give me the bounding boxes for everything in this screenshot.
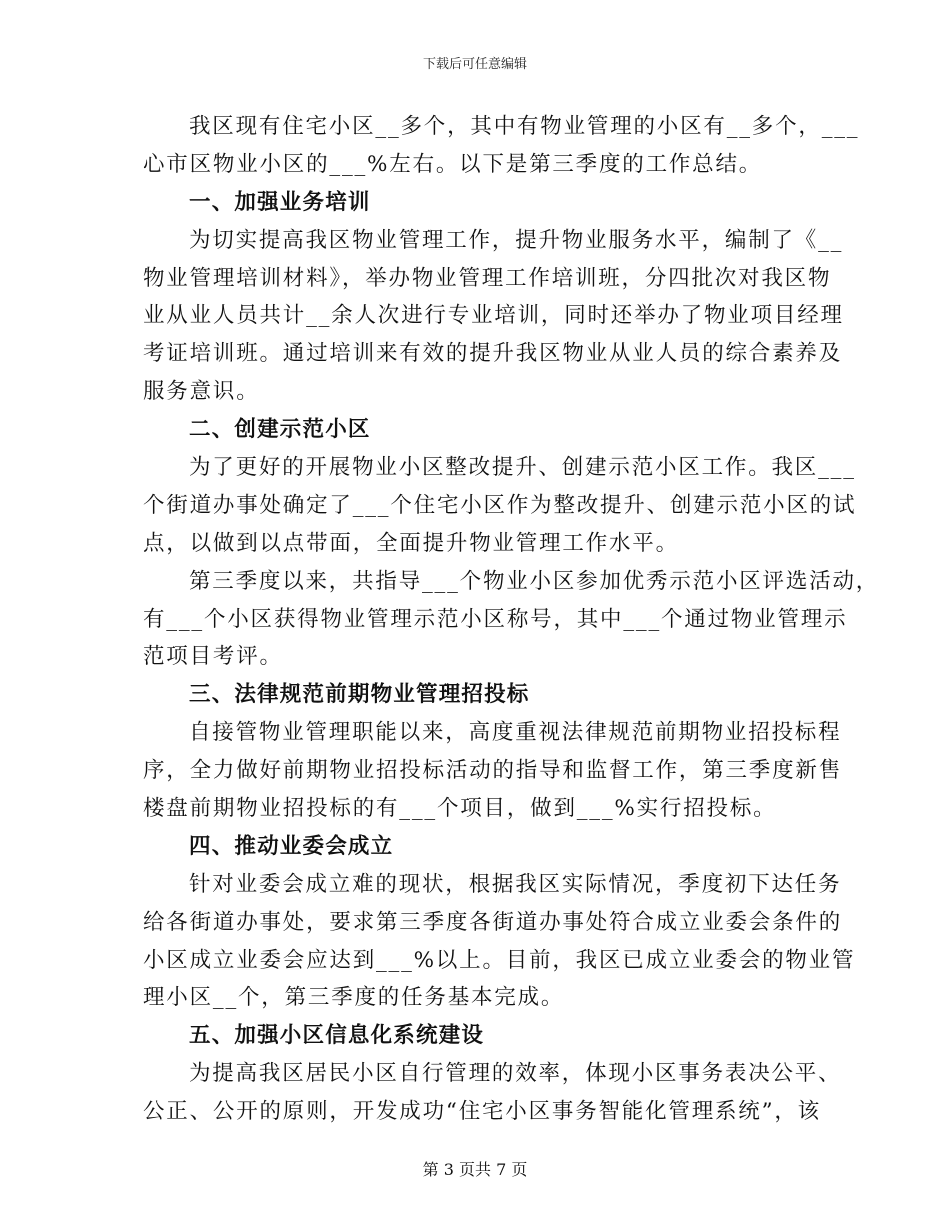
- page-header: 下载后可任意编辑: [422, 57, 527, 72]
- text-line: 给各街道办事处，要求第三季度各街道办事处符合成立业委会条件的: [143, 909, 843, 935]
- text-line: 业从业人员共计__余人次进行专业培训，同时还举办了物业项目经理: [143, 303, 844, 329]
- section-heading: 三、法律规范前期物业管理招投标: [189, 682, 530, 708]
- text-line: 公正、公开的原则，开发成功“住宅小区事务智能化管理系统”，该: [143, 1099, 821, 1125]
- text-line: 自接管物业管理职能以来，高度重视法律规范前期物业招投标程: [189, 720, 842, 746]
- text-line: 考证培训班。通过培训来有效的提升我区物业从业人员的综合素养及: [143, 341, 843, 367]
- text-line: 有___个小区获得物业管理示范小区称号，其中___个通过物业管理示: [143, 606, 848, 632]
- text-line: 序，全力做好前期物业招投标活动的指导和监督工作，第三季度新售: [143, 758, 843, 784]
- section-heading: 五、加强小区信息化系统建设: [189, 1023, 485, 1049]
- text-line: 范项目考评。: [143, 644, 283, 670]
- text-line: 为提高我区居民小区自行管理的效率，体现小区事务表决公平、: [189, 1061, 842, 1087]
- text-line: 第三季度以来，共指导___个物业小区参加优秀示范小区评选活动，: [189, 568, 880, 594]
- document-body: [143, 108, 880, 1131]
- text-line: 小区成立业委会应达到___%以上。目前，我区已成立业委会的物业管: [143, 947, 856, 973]
- text-line: 个街道办事处确定了___个住宅小区作为整改提升、创建示范小区的试: [143, 492, 857, 518]
- text-line: 为切实提高我区物业管理工作，提升物业服务水平，编制了《__: [189, 227, 844, 253]
- section-heading: 一、加强业务培训: [189, 189, 371, 215]
- text-line: 为了更好的开展物业小区整改提升、创建示范小区工作。我区___: [189, 455, 856, 481]
- text-line: 理小区__个，第三季度的任务基本完成。: [143, 985, 565, 1011]
- text-line: 物业管理培训材料》，举办物业管理工作培训班，分四批次对我区物: [143, 265, 832, 291]
- text-line: 服务意识。: [143, 379, 260, 405]
- section-heading: 二、创建示范小区: [189, 417, 371, 443]
- section-heading: 四、推动业委会成立: [189, 833, 394, 859]
- text-line: 针对业委会成立难的现状，根据我区实际情况，季度初下达任务: [189, 871, 842, 897]
- page-footer: 第 3 页共 7 页: [422, 1160, 528, 1179]
- text-line: 楼盘前期物业招投标的有___个项目，做到___%实行招投标。: [143, 796, 777, 822]
- text-line: 点，以做到以点带面，全面提升物业管理工作水平。: [143, 530, 679, 556]
- text-line: 心市区物业小区的___%左右。以下是第三季度的工作总结。: [143, 151, 763, 177]
- text-line: 我区现有住宅小区__多个，其中有物业管理的小区有__多个，___: [189, 114, 860, 139]
